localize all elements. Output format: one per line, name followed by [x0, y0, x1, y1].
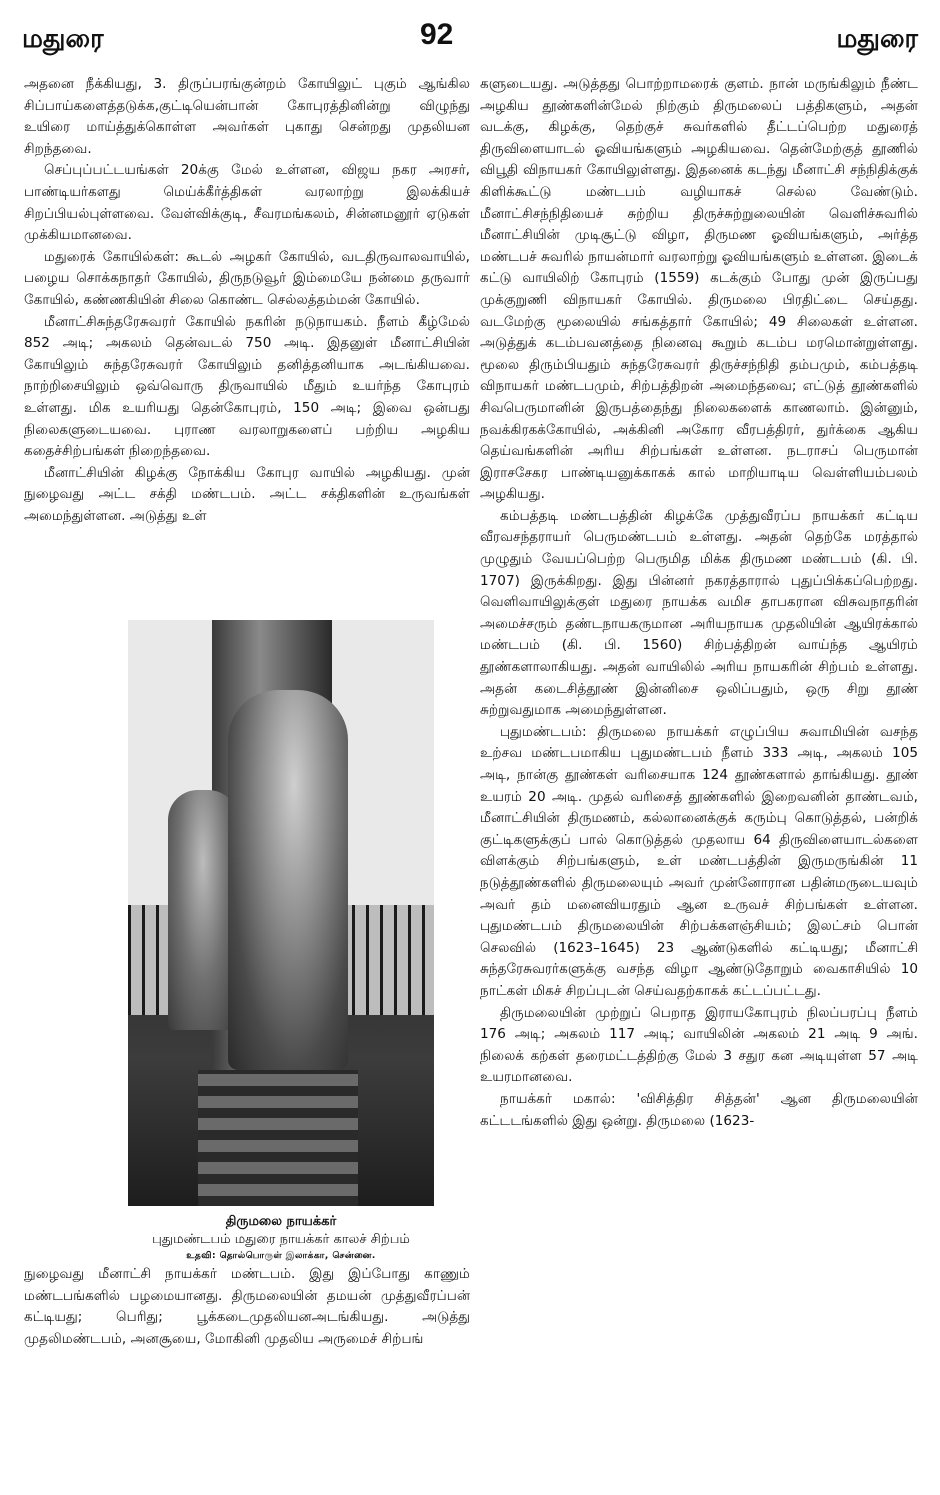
photo-king-statue [228, 690, 348, 1070]
running-title-right: மதுரை [836, 24, 918, 54]
left-column-top [24, 74, 470, 527]
page-header [0, 14, 940, 54]
paragraph: செப்புப்பட்டயங்கள் 20க்கு மேல் உள்ளன, விஜய நகர அரசர், பாண்டியர்களது மெய்க்கீர்த்திகள் வரலாற்று இலக்கியச் சிறப்பியல்புள்ளவை. வேள்விக்குடி, சீவரமங்கலம், சின்னமனூர் ஏடுகள் முக்கியமானவை. [24, 162, 470, 244]
paragraph: களுடையது. அடுத்தது பொற்றாமரைக் குளம். நான் மருங்கிலும் நீண்ட அழகிய தூண்களின்மேல் நிற்கும் திருமலைப் பத்திகளும், அதன் வடக்கு, கிழக்கு, தெற்குச் சுவர்களில் தீட்டப்பெற்ற மதுரைத் திருவிளையாடல் ஓவியங்களும் அழகியவை. தென்மேற்குத் தூணில் விபூதி விநாயகர் கோயிலுள்ளது. இதனைக் கடந்து மீனாட்சி சந்நிதிக்குக் கிளிக்கூட்டு மண்டபம் வழியாகச் செல்ல வேண்டும். மீனாட்சிசந்நிதியைச் சுற்றிய திருச்சுற்றுலையின் வெளிச்சுவரில் மீனாட்சியின் முடிசூட்டு விழா, திருமண ஓவியங்களும், அர்த்த மண்டபச் சுவரில் நாயன்மார் வரலாற்று ஓவியங்களும் உள்ளன. இடைக் கட்டு வாயிலிற் கோபுரம் (1559) கடக்கும் போது முன் இருப்பது முக்குறுணி விநாயகர் கோயில். திருமலை பிரதிட்டை செய்தது. வடமேற்கு மூலையில் சங்கத்தார் கோயில்; 49 சிலைகள் உள்ளன. அடுத்துக் கடம்பவனத்தை நினைவு கூறும் கடம்ப மரமொன்றுள்ளது. மூலை திரும்பியதும் சுந்தரேசுவரர் திருச்சந்நிதி தம்பமும், கம்பத்தடி விநாயகர் மண்டபமும், சிற்பத்திறன் அமைந்தவை; எட்டுத் தூண்களில் சிவபெருமானின் இருபத்தைந்து நிலைகளைக் காணலாம். இன்னும், நவக்கிரகக்கோயில், அக்கினி அகோர வீரபத்திரர், துர்க்கை ஆகிய தெய்வங்களின் அரிய சிற்பங்கள் உள்ளன. நடராசப் பெருமான் இராசசேகர பாண்டியனுக்காகக் கால் மாறியாடிய வெள்ளியம்பலம் அழகியது. [480, 76, 918, 503]
paragraph: கம்பத்தடி மண்டபத்தின் கிழக்கே முத்துவீரப்ப நாயக்கர் கட்டிய வீரவசந்தராயர் பெருமண்டபம் உள்ளது. அதன் தெற்கே மரத்தால் முழுதும் வேயப்பெற்ற பெருமித மிக்க திருமண மண்டபம் (கி. பி. 1707) இருக்கிறது. இது பின்னர் நகரத்தாரால் புதுப்பிக்கப்பெற்றது. வெளிவாயிலுக்குள் மதுரை நாயக்க வமிச தாபகரான விசுவநாதரின் அமைச்சரும் தண்டநாயகருமான அரியநாயக முதலியின் ஆயிரக்கால் மண்டபம் (கி. பி. 1560) சிற்பத்திறன் வாய்ந்த ஆயிரம் தூண்களாலாகியது. அதன் வாயிலில் அரிய நாயகரின் சிற்பம் உள்ளது. அதன் கடைசித்தூண் இன்னிசை ஒலிப்பதும், ஒரு சிறு தூண் சுற்றுவதுமாக அமைந்துள்ளன. [480, 507, 918, 719]
figure-caption-credit: உதவி: தொல்பொருள் இலாக்கா, சென்னை. [186, 1251, 376, 1261]
figure-caption-title: திருமலை நாயக்கர் [225, 1214, 337, 1229]
paragraph: புதுமண்டபம்: திருமலை நாயக்கர் எழுப்பிய சுவாமியின் வசந்த உற்சவ மண்டபமாகிய புதுமண்டபம் நீளம் 333 அடி, அகலம் 105 அடி, நான்கு தூண்கள் வரிசையாக 124 தூண்களால் தாங்கியது. தூண் உயரம் 20 அடி. முதல் வரிசைத் தூண்களில் இறைவனின் தாண்டவம், மீனாட்சியின் திருமணம், கல்லானைக்குக் கரும்பு கொடுத்தல், பன்றிக் குட்டிகளுக்குப் பால் கொடுத்தல் முதலாய 64 திருவிளையாடல்களை விளக்கும் சிற்பங்களும், உள் மண்டபத்தின் இருமருங்கின் 11 நடுத்தூண்களில் திருமலையும் அவர் முன்னோரான பதின்மருடையவும் அவர் தம் மனைவியரதும் ஆன உருவச் சிற்பங்கள் உள்ளன. புதுமண்டபம் திருமலையின் சிற்பக்களஞ்சியம்; இலட்சம் பொன் செலவில் (1623–1645) 23 ஆண்டுகளில் கட்டியது; மீனாட்சி சுந்தரேசுவரர்களுக்கு வசந்த விழா ஆண்டுதோறும் வைகாசியில் 10 நாட்கள் மிகச் சிறப்புடன் செய்வதற்காகக் கட்டப்பட்டது. [480, 723, 918, 999]
paragraph: அதனை நீக்கியது, 3. திருப்பரங்குன்றம் கோயிலுட் புகும் ஆங்கில சிப்பாய்களைத்தடுக்க,குட்டியென்பான் கோபுரத்தினின்று விழுந்து உயிரை மாய்த்துக்கொள்ள அவர்கள் புகாது சென்றது முதலியன சிறந்தவை. [24, 76, 470, 157]
left-column-bottom [24, 1264, 470, 1350]
paragraph: நாயக்கர் மகால்: 'விசித்திர சித்தன்' ஆன திருமலையின் கட்டடங்களில் இது ஒன்று. திருமலை (1623- [480, 1090, 918, 1129]
paragraph: மீனாட்சிசுந்தரேசுவரர் கோயில் நகரின் நடுநாயகம். நீளம் கீழ்மேல் 852 அடி; அகலம் தென்வடல் 750 அடி. இதனுள் மீனாட்சியின் கோயிலும் சுந்தரேசுவரர் கோயிலும் தனித்தனியாக அடங்கியவை. நாற்றிசையிலும் ஒவ்வொரு திருவாயில் மீதும் உயர்ந்த கோபுரம் உள்ளது. மிக உயரியது தென்கோபுரம், 150 அடி; இவை ஒன்பது நிலைகளுடையவை. புராண வரலாறுகளைப் பற்றிய அழகிய கதைச்சிற்பங்கள் நிறைந்தவை. [24, 313, 470, 460]
paragraph: மதுரைக் கோயில்கள்: கூடல் அழகர் கோயில், வடதிருவாலவாயில், பழைய சொக்கநாதர் கோயில், திருநடுவூர் இம்மையே நன்மை தருவார் கோயில், கண்ணகியின் சிலை கொண்ட செல்லத்தம்மன் கோயில். [24, 248, 470, 308]
paragraph: மீனாட்சியின் கிழக்கு நோக்கிய கோபுர வாயில் அழகியது. முன் நுழைவது அட்ட சக்தி மண்டபம். அட்ட சக்திகளின் உருவங்கள் அமைந்துள்ளன. அடுத்து உள் [24, 464, 470, 524]
paragraph: நுழைவது மீனாட்சி நாயக்கர் மண்டபம். இது இப்போது காணும் மண்டபங்களில் பழமையானது. திருமலையின் தமயன் முத்துவீரப்பன் கட்டியது; பெரிது; பூக்கடைமுதலியனஅடங்கியது. அடுத்து முதலிமண்டபம், அனசூயை, மோகினி முதலிய அருமைச் சிற்பங் [24, 1266, 470, 1347]
right-column [480, 74, 918, 1132]
paragraph: திருமலையின் முற்றுப் பெறாத இராயகோபுரம் நிலப்பரப்பு நீளம் 176 அடி; அகலம் 117 அடி; வாயிலின் அகலம் 21 அடி 9 அங். நிலைக் கற்கள் தரைமட்டத்திற்கு மேல் 3 சதுர கன அடியுள்ள 57 அடி உயரமானவை. [480, 1004, 918, 1086]
statue-photograph [128, 620, 434, 1206]
figure-caption-subtitle: புதுமண்டபம் மதுரை நாயக்கர் காலச் சிற்பம் [152, 1232, 410, 1247]
running-title-left: மதுரை [22, 24, 104, 54]
page-number: 92 [420, 18, 454, 51]
photo-pedestal [198, 1070, 358, 1206]
